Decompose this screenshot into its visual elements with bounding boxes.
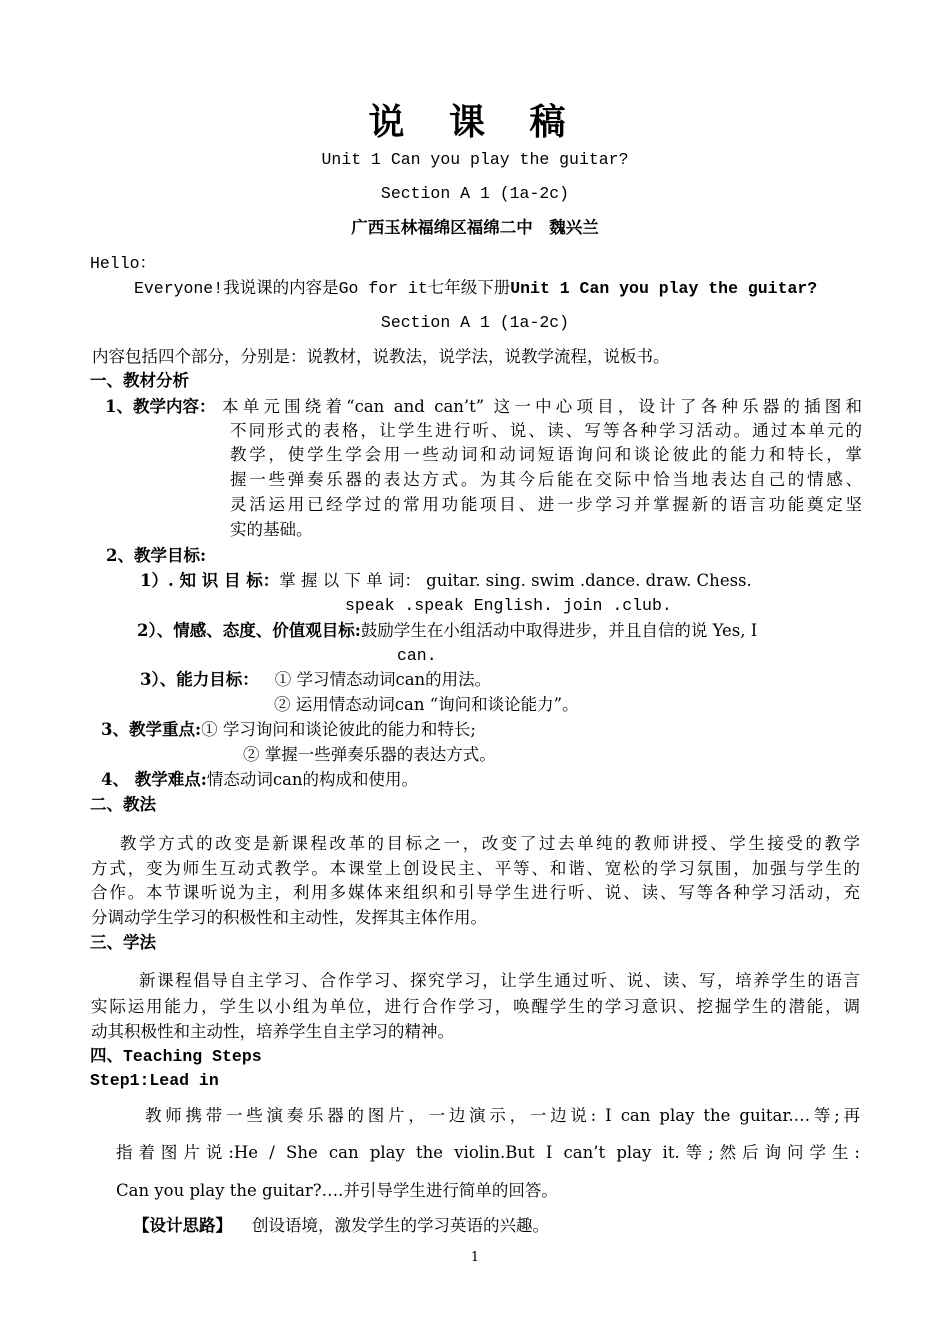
goal-1-text: 掌 握 以 下 单 词： guitar. sing. swim .dance. draw. Chess. <box>279 571 752 590</box>
step1-heading: Step1:Lead in <box>90 1071 219 1090</box>
goal-3 <box>140 669 491 691</box>
goal-2-text: 鼓励学生在小组活动中取得进步，并且自信的说 Yes, I <box>360 621 758 640</box>
goal-3-label: 3）、能力目标： <box>140 670 259 689</box>
step1-line-2: 指着图片说:He / She can play the violin.But I can’t play it.等;然后询问学生: <box>116 1143 860 1162</box>
design-text: 创设语境，激发学生的学习英语的兴趣。 <box>252 1216 549 1235</box>
study-line-2: 实际运用能力，学生以小组为单位，进行合作学习，唤醒学生的学习意识、挖掘学生的潜能，调 <box>91 997 860 1016</box>
goal-1 <box>140 570 752 592</box>
focus-label: 3、教学重点: <box>101 720 202 739</box>
page-title: 说 课 稿 <box>368 101 582 143</box>
greeting: Hello： <box>90 254 157 273</box>
goal-1-line-2: speak .speak English. join .club. <box>345 596 672 615</box>
method-line-4: 分调动学生学习的积极性和主动性，发挥其主体作用。 <box>91 908 487 927</box>
content-line-4: 握一些弹奏乐器的表达方式。为其今后能在交际中恰当地表达自己的情感、 <box>230 470 862 489</box>
design-note <box>133 1215 549 1237</box>
content-line-3: 教学，使学生学会用一些动词和动词短语询问和谈论彼此的能力和特长，掌 <box>230 445 862 464</box>
difficulty-text: 情态动词can的构成和使用。 <box>206 770 419 789</box>
section-heading-2: 二、教法 <box>90 795 156 814</box>
goal-3-item-2: ② 运用情态动词can “询问和谈论能力”。 <box>274 695 579 714</box>
study-line-1: 新课程倡导自主学习、合作学习、探究学习，让学生通过听、说、读、写，培养学生的语言 <box>139 971 860 990</box>
section-heading-4: 四、Teaching Steps <box>90 1047 262 1066</box>
focus-item-2: ② 掌握一些弹奏乐器的表达方式。 <box>243 745 496 764</box>
focus <box>101 719 476 741</box>
content-line-6: 实的基础。 <box>230 520 313 539</box>
author-line: 广西玉林福绵区福绵二中 魏兴兰 <box>351 218 599 237</box>
content-line-1: 本单元围绕着“can and can’t” 这一中心项目，设计了各种乐器的插图和 <box>222 397 862 416</box>
method-line-2: 方式，变为师生互动式教学。本课堂上创设民主、平等、和谐、宽松的学习氛围，加强与学生的 <box>91 859 860 878</box>
goal-3-item-1: ① 学习情态动词can的用法。 <box>274 670 492 689</box>
intro-line-1-prefix: Everyone!我说课的内容是Go for it七年级下册 <box>134 279 511 298</box>
section-subtitle: Section A 1 (1a-2c) <box>380 184 570 203</box>
design-label: 【设计思路】 <box>133 1216 232 1235</box>
goals-label: 2、教学目标: <box>106 546 207 565</box>
page-number: 1 <box>470 1250 480 1265</box>
intro-line-1-unit: Unit 1 Can you play the guitar? <box>510 279 818 298</box>
intro-line-2: Section A 1 (1a-2c) <box>380 313 570 332</box>
method-line-1: 教学方式的改变是新课程改革的目标之一，改变了过去单纯的教师讲授、学生接受的教学 <box>120 834 860 853</box>
method-line-3: 合作。本节课听说为主，利用多媒体来组织和引导学生进行听、说、读、写等各种学习活动，充 <box>91 883 860 902</box>
study-line-3: 动其积极性和主动性，培养学生自主学习的精神。 <box>91 1022 454 1041</box>
step1-line-3: Can you play the guitar?….并引导学生进行简单的回答。 <box>116 1181 558 1200</box>
intro-line-3: 内容包括四个部分，分别是：说教材，说教法，说学法，说教学流程，说板书。 <box>92 347 670 366</box>
difficulty <box>101 769 418 791</box>
goal-2-line-2: can. <box>397 646 437 665</box>
step1-line-1: 教师携带一些演奏乐器的图片，一边演示，一边说: I can play the guitar.…等;再 <box>145 1106 860 1125</box>
unit-subtitle: Unit 1 Can you play the guitar? <box>321 150 629 169</box>
difficulty-label: 4、 教学难点: <box>101 770 207 789</box>
content-label: 1、教学内容： <box>105 397 216 416</box>
goal-2 <box>137 620 757 642</box>
content-line-5: 灵活运用已经学过的常用功能项目、进一步学习并掌握新的语言功能奠定坚 <box>230 495 862 514</box>
section-heading-1: 一、教材分析 <box>90 371 189 390</box>
content-line-2: 不同形式的表格，让学生进行听、说、读、写等各种学习活动。通过本单元的 <box>230 421 862 440</box>
focus-item-1: ① 学习询问和谈论彼此的能力和特长; <box>201 720 476 739</box>
intro-line-1 <box>134 277 817 300</box>
goal-1-label: 1）. 知 识 目 标： <box>140 571 280 590</box>
section-heading-3: 三、学法 <box>90 933 156 952</box>
goal-2-label: 2）、情感、态度、价值观目标: <box>137 621 361 640</box>
